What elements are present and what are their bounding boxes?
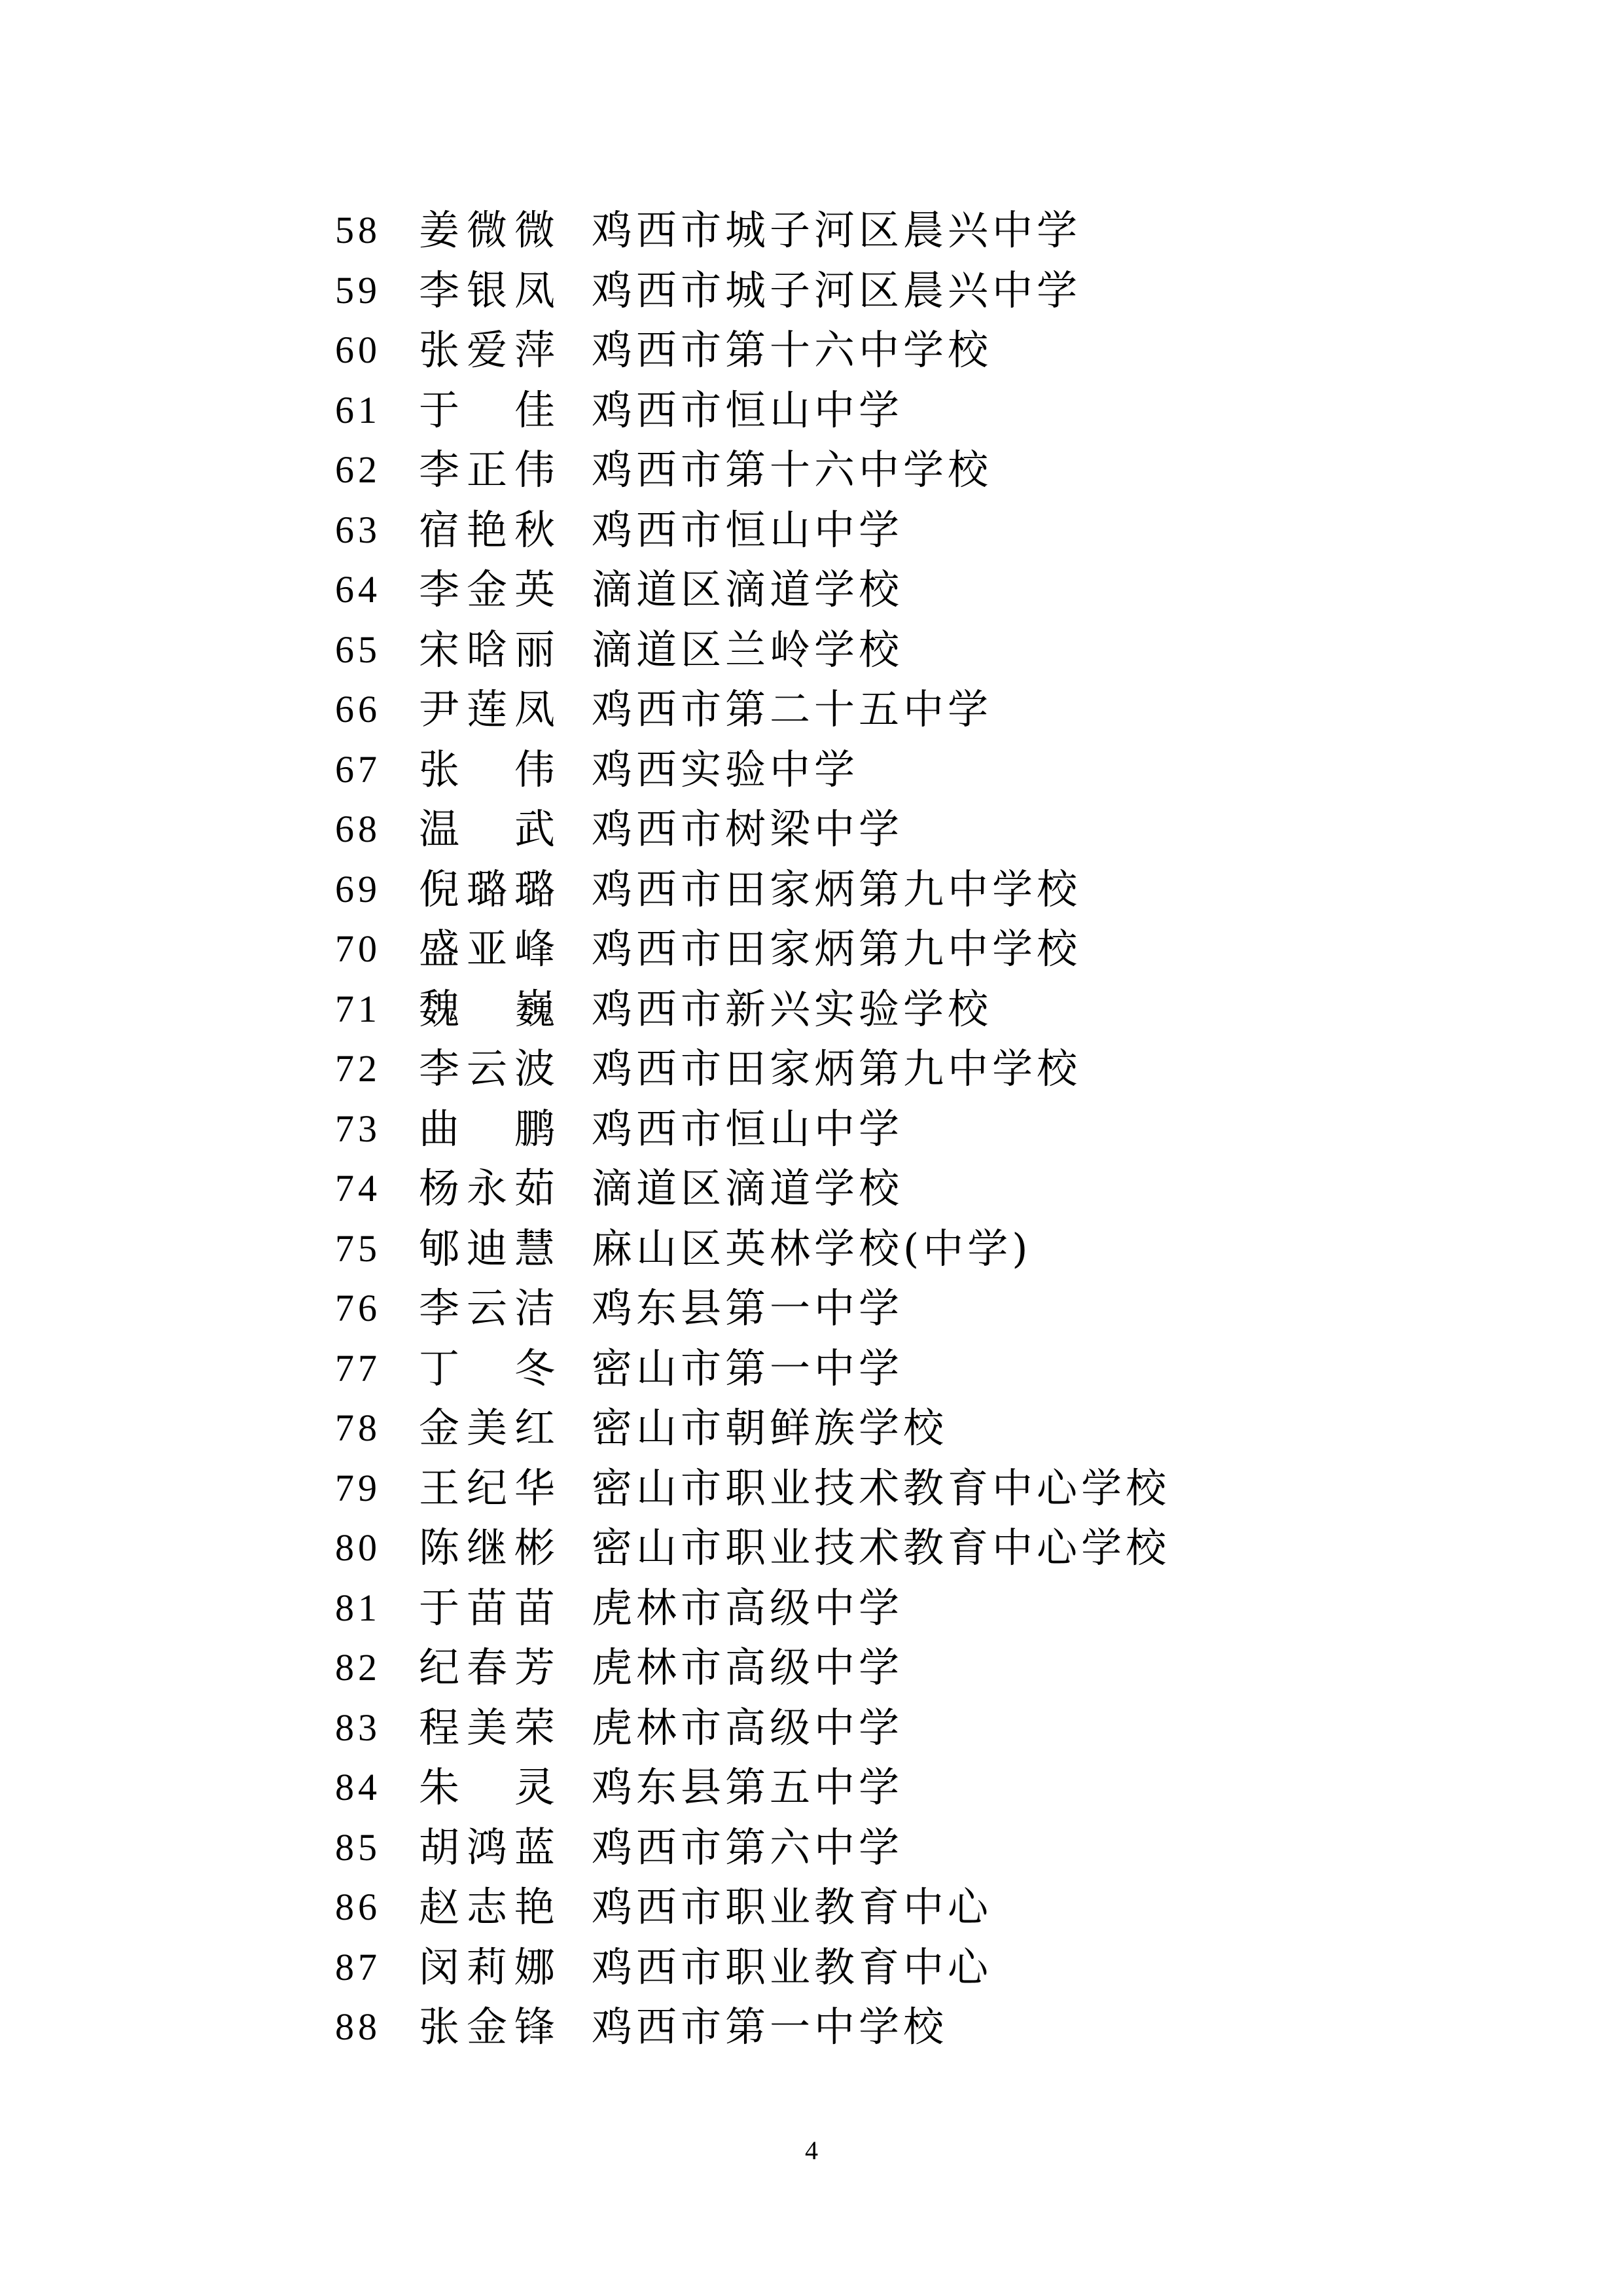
entry-name: 李金英 xyxy=(419,565,556,613)
entry-number: 58 xyxy=(335,209,381,251)
entry-number: 75 xyxy=(335,1227,381,1270)
entry-name: 张爱萍 xyxy=(419,326,556,374)
entry-name: 宋晗丽 xyxy=(419,625,556,673)
entry-organization: 鸡西市新兴实验学校 xyxy=(592,984,993,1033)
entry-organization: 鸡西市第十六中学校 xyxy=(592,326,993,374)
entry-organization: 虎林市高级中学 xyxy=(592,1703,904,1751)
entry-number: 62 xyxy=(335,448,381,491)
entry-organization: 鸡西市第一中学校 xyxy=(592,2003,948,2051)
entry-number: 72 xyxy=(335,1047,381,1090)
entry-number: 82 xyxy=(335,1646,381,1689)
list-item xyxy=(335,1398,1578,1458)
entry-number: 84 xyxy=(335,1766,381,1808)
entry-name: 张金锋 xyxy=(419,2003,556,2051)
list-item xyxy=(335,979,1578,1039)
entry-number: 64 xyxy=(335,568,381,611)
entry-number: 73 xyxy=(335,1107,381,1150)
entry-organization: 鸡西市恒山中学 xyxy=(592,505,904,554)
entry-number: 81 xyxy=(335,1586,381,1629)
list-item xyxy=(335,1458,1578,1518)
list-item xyxy=(335,1158,1578,1219)
entry-name: 杨永茹 xyxy=(419,1164,556,1212)
list-item xyxy=(335,1877,1578,1937)
entry-name: 郇迪慧 xyxy=(419,1224,556,1272)
entry-organization: 密山市职业技术教育中心学校 xyxy=(592,1463,1171,1512)
entry-organization: 鸡西市第六中学 xyxy=(592,1823,904,1871)
entry-number: 69 xyxy=(335,867,381,910)
entry-number: 68 xyxy=(335,808,381,850)
entry-organization: 滴道区滴道学校 xyxy=(592,1164,904,1212)
entry-organization: 鸡西市第十六中学校 xyxy=(592,446,993,493)
entry-number: 86 xyxy=(335,1886,381,1928)
entry-organization: 鸡西市城子河区晨兴中学 xyxy=(592,266,1082,314)
name-list xyxy=(335,200,1578,2057)
entry-number: 88 xyxy=(335,2005,381,2048)
list-item xyxy=(335,919,1578,979)
entry-number: 60 xyxy=(335,329,381,371)
entry-name: 魏 巍 xyxy=(419,984,556,1033)
entry-organization: 滴道区滴道学校 xyxy=(592,565,904,613)
list-item xyxy=(335,260,1578,321)
list-item xyxy=(335,1757,1578,1818)
entry-number: 67 xyxy=(335,747,381,791)
entry-organization: 鸡西市城子河区晨兴中学 xyxy=(592,206,1082,254)
entry-organization: 密山市第一中学 xyxy=(592,1344,904,1392)
entry-number: 59 xyxy=(335,268,381,312)
list-item xyxy=(335,620,1578,680)
list-item xyxy=(335,1039,1578,1099)
list-item xyxy=(335,1698,1578,1758)
entry-organization: 鸡西市第二十五中学 xyxy=(592,685,993,733)
entry-number: 78 xyxy=(335,1407,381,1449)
entry-number: 63 xyxy=(335,508,381,551)
entry-organization: 虎林市高级中学 xyxy=(592,1643,904,1691)
list-item xyxy=(335,679,1578,740)
entry-name: 赵志艳 xyxy=(419,1883,556,1931)
entry-organization: 鸡西市田家炳第九中学校 xyxy=(592,925,1082,973)
list-item xyxy=(335,799,1578,859)
list-item xyxy=(335,1578,1578,1638)
entry-name: 金美红 xyxy=(419,1404,556,1452)
list-item xyxy=(335,1818,1578,1878)
entry-name: 纪春芳 xyxy=(419,1643,556,1691)
entry-name: 于 佳 xyxy=(419,386,556,434)
entry-name: 王纪华 xyxy=(419,1463,556,1512)
list-item xyxy=(335,1518,1578,1578)
list-item xyxy=(335,1219,1578,1279)
entry-number: 80 xyxy=(335,1526,381,1569)
entry-number: 76 xyxy=(335,1287,381,1329)
entry-organization: 鸡西市恒山中学 xyxy=(592,386,904,434)
entry-organization: 鸡西市田家炳第九中学校 xyxy=(592,865,1082,913)
list-item xyxy=(335,1099,1578,1159)
entry-name: 张 伟 xyxy=(419,745,556,793)
page-number: 4 xyxy=(805,2136,818,2165)
list-item xyxy=(335,1278,1578,1338)
entry-name: 胡鸿蓝 xyxy=(419,1823,556,1871)
entry-organization: 鸡西实验中学 xyxy=(592,745,859,793)
entry-name: 闵莉娜 xyxy=(419,1943,556,1991)
entry-name: 李正伟 xyxy=(419,446,556,493)
list-item xyxy=(335,380,1578,440)
entry-name: 曲 鹏 xyxy=(419,1104,556,1153)
entry-name: 陈继彬 xyxy=(419,1524,556,1571)
list-item xyxy=(335,500,1578,560)
entry-organization: 滴道区兰岭学校 xyxy=(592,625,904,673)
list-item xyxy=(335,1937,1578,1998)
entry-number: 74 xyxy=(335,1167,381,1210)
entry-organization: 鸡西市树梁中学 xyxy=(592,805,904,853)
list-item xyxy=(335,740,1578,800)
list-item xyxy=(335,859,1578,920)
entry-number: 61 xyxy=(335,388,381,431)
entry-organization: 鸡西市恒山中学 xyxy=(592,1104,904,1153)
list-item xyxy=(335,200,1578,260)
entry-name: 姜微微 xyxy=(419,206,556,254)
entry-organization: 虎林市高级中学 xyxy=(592,1583,904,1632)
entry-number: 66 xyxy=(335,688,381,730)
entry-organization: 鸡西市田家炳第九中学校 xyxy=(592,1045,1082,1092)
entry-number: 65 xyxy=(335,628,381,671)
entry-name: 李银凤 xyxy=(419,266,556,314)
entry-name: 丁 冬 xyxy=(419,1344,556,1392)
entry-name: 李云波 xyxy=(419,1045,556,1092)
entry-number: 70 xyxy=(335,927,381,970)
entry-organization: 密山市朝鲜族学校 xyxy=(592,1404,948,1452)
entry-name: 宿艳秋 xyxy=(419,505,556,554)
entry-name: 程美荣 xyxy=(419,1703,556,1751)
list-item xyxy=(335,1997,1578,2057)
entry-number: 77 xyxy=(335,1346,381,1390)
entry-name: 尹莲凤 xyxy=(419,685,556,733)
entry-number: 71 xyxy=(335,987,381,1030)
entry-name: 李云洁 xyxy=(419,1284,556,1332)
list-item xyxy=(335,560,1578,620)
entry-organization: 鸡西市职业教育中心 xyxy=(592,1943,993,1991)
entry-number: 87 xyxy=(335,1945,381,1988)
entry-organization: 鸡西市职业教育中心 xyxy=(592,1883,993,1931)
entry-name: 温 武 xyxy=(419,805,556,853)
entry-number: 85 xyxy=(335,1825,381,1869)
entry-name: 朱 灵 xyxy=(419,1763,556,1811)
list-item xyxy=(335,440,1578,500)
entry-name: 于苗苗 xyxy=(419,1583,556,1632)
entry-organization: 麻山区英林学校(中学) xyxy=(592,1224,1032,1272)
list-item xyxy=(335,320,1578,380)
entry-name: 倪璐璐 xyxy=(419,865,556,913)
list-item xyxy=(335,1338,1578,1399)
entry-number: 83 xyxy=(335,1706,381,1749)
entry-name: 盛亚峰 xyxy=(419,925,556,973)
entry-organization: 密山市职业技术教育中心学校 xyxy=(592,1524,1171,1571)
entry-number: 79 xyxy=(335,1466,381,1509)
entry-organization: 鸡东县第一中学 xyxy=(592,1284,904,1332)
entry-organization: 鸡东县第五中学 xyxy=(592,1763,904,1811)
list-item xyxy=(335,1638,1578,1698)
